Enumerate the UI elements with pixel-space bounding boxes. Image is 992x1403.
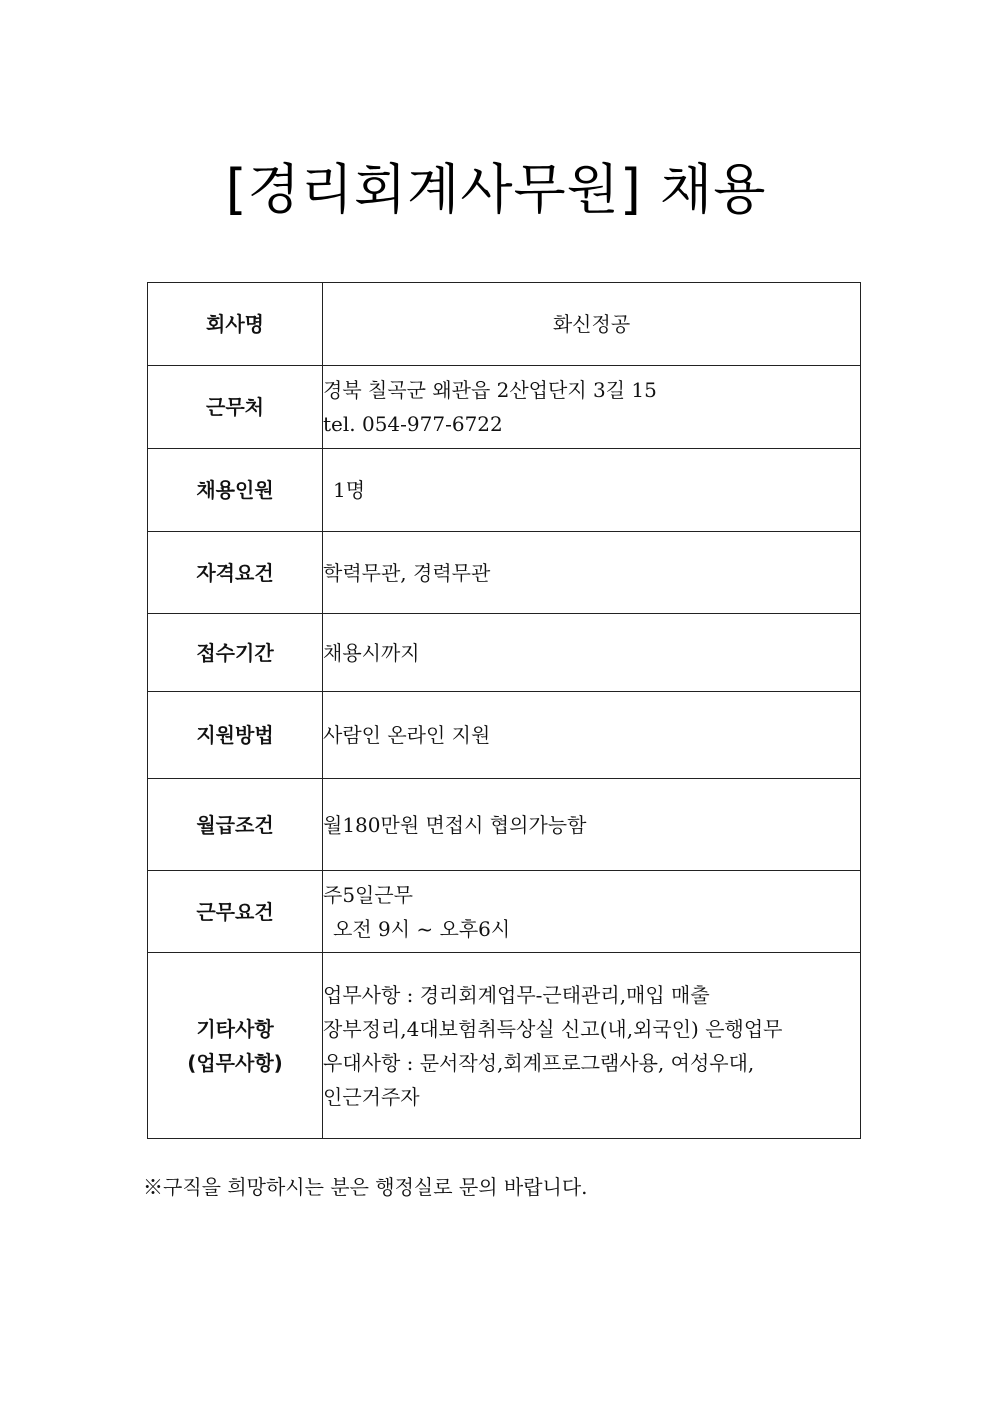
label-other	[148, 953, 323, 1139]
label-other-line2: (업무사항)	[187, 1050, 283, 1075]
application-period: 채용시까지	[323, 640, 420, 665]
salary: 월180만원 면접시 협의가능함	[323, 812, 587, 837]
headcount: 1명	[333, 478, 366, 502]
page-title: [경리회계사무원] 채용	[225, 158, 767, 221]
table-row	[148, 449, 861, 532]
table-row	[148, 366, 861, 449]
label-work-conditions: 근무요건	[148, 871, 323, 953]
preferences-line1: 우대사항 : 문서작성,회계프로그램사용, 여성우대,	[323, 1050, 755, 1075]
value-company	[323, 283, 861, 366]
job-info-table	[147, 282, 861, 1139]
value-workplace	[323, 366, 861, 449]
label-application-method: 지원방법	[148, 692, 323, 779]
value-application-method	[323, 692, 861, 779]
work-hours: 오전 9시 ~ 오후6시	[333, 916, 511, 941]
label-salary: 월급조건	[148, 779, 323, 871]
preferences-line2: 인근거주자	[323, 1084, 420, 1109]
table-row	[148, 953, 861, 1139]
table-row	[148, 871, 861, 953]
duties-line1: 업무사항 : 경리회계업무-근태관리,매입 매출	[323, 982, 710, 1007]
label-workplace: 근무처	[148, 366, 323, 449]
label-application-period: 접수기간	[148, 614, 323, 692]
label-company: 회사명	[148, 283, 323, 366]
duties-line2: 장부정리,4대보험취득상실 신고(내,외국인) 은행업무	[323, 1016, 783, 1041]
label-headcount: 채용인원	[148, 449, 323, 532]
value-salary	[323, 779, 861, 871]
contact-note: ※구직을 희망하시는 분은 행정실로 문의 바랍니다.	[143, 1175, 588, 1199]
table-row	[148, 532, 861, 614]
value-other	[323, 953, 861, 1139]
workplace-phone: tel. 054-977-6722	[323, 412, 503, 436]
company-name: 화신정공	[552, 312, 631, 336]
work-days: 주5일근무	[323, 882, 414, 907]
label-other-line1: 기타사항	[196, 1016, 274, 1041]
qualifications: 학력무관, 경력무관	[323, 560, 491, 585]
table-row	[148, 614, 861, 692]
value-application-period	[323, 614, 861, 692]
workplace-address: 경북 칠곡군 왜관읍 2산업단지 3길 15	[323, 378, 657, 402]
table-row	[148, 692, 861, 779]
value-work-conditions	[323, 871, 861, 953]
table-row	[148, 283, 861, 366]
value-headcount	[323, 449, 861, 532]
label-qualifications: 자격요건	[148, 532, 323, 614]
table-row	[148, 779, 861, 871]
application-method: 사람인 온라인 지원	[323, 723, 491, 747]
value-qualifications	[323, 532, 861, 614]
